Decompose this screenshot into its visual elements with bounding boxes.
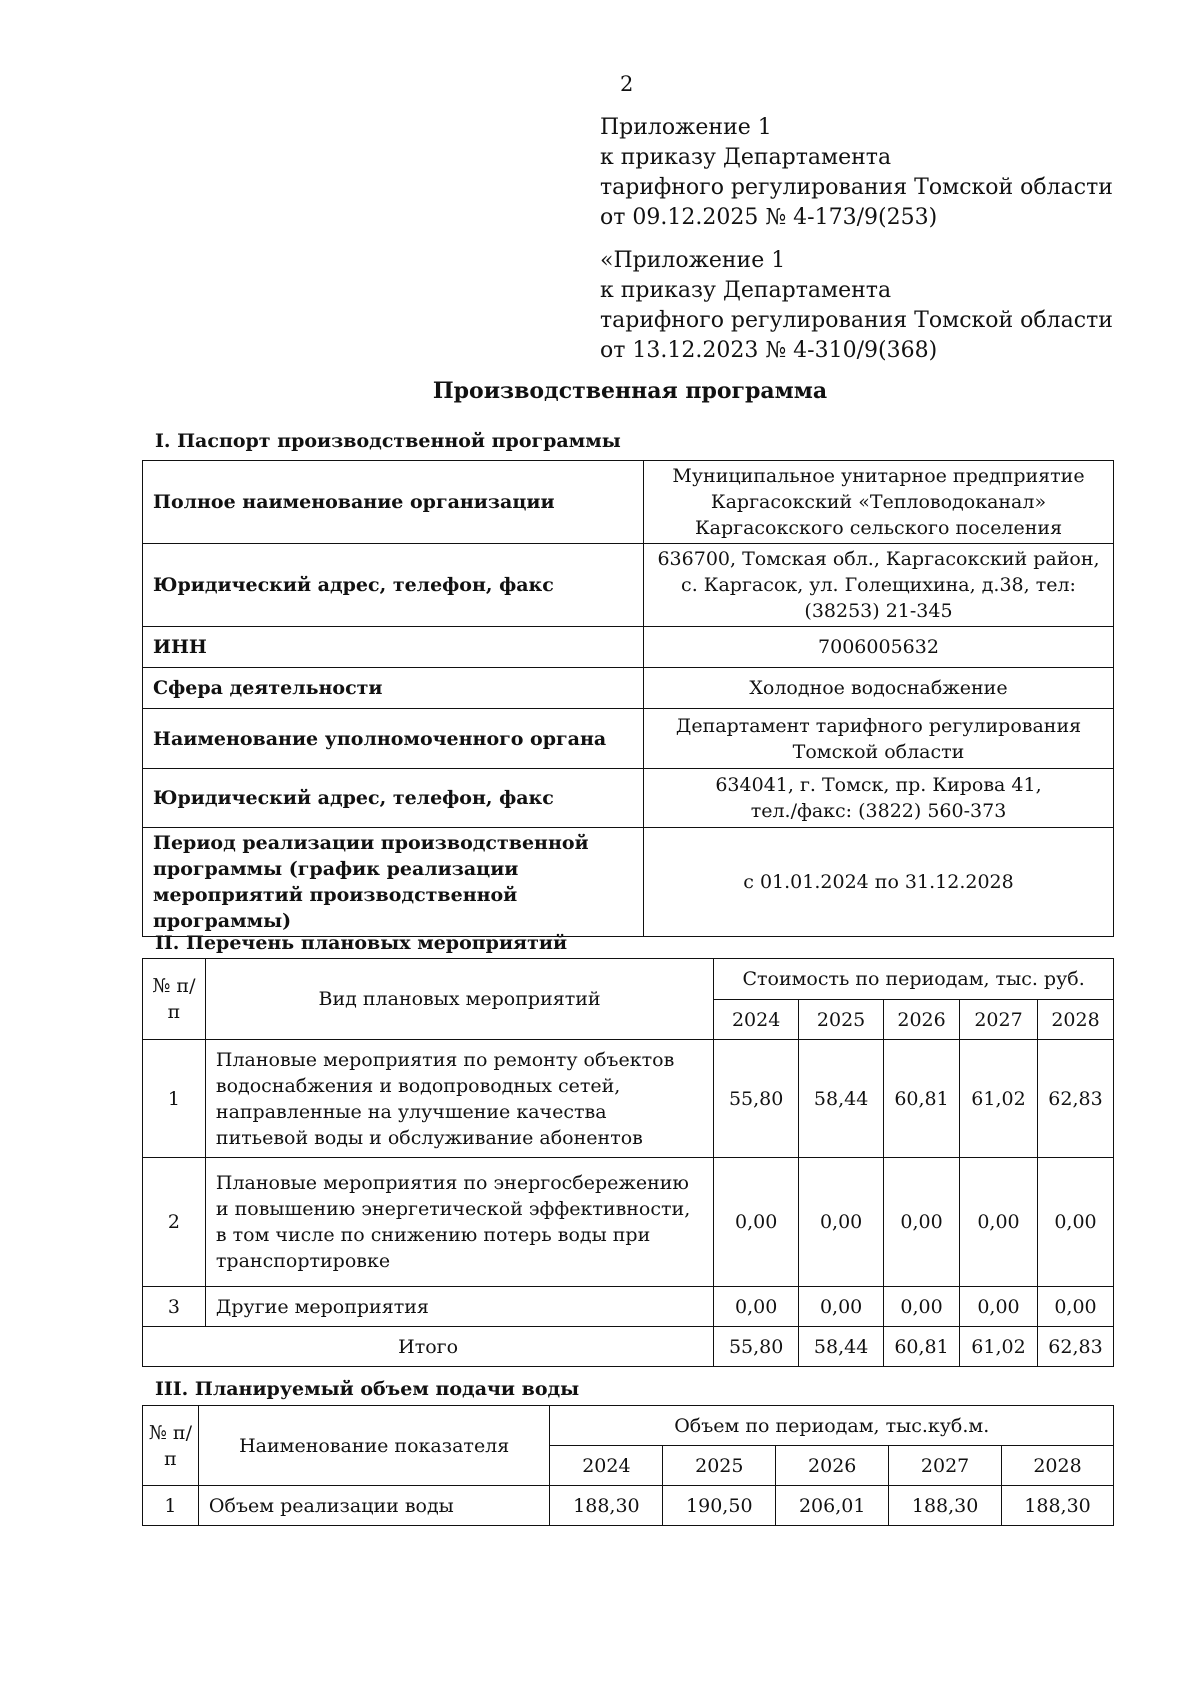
col-header-name: Вид плановых мероприятий — [205, 959, 713, 1040]
table-row — [143, 1040, 1114, 1158]
cell-value: 0,00 — [1037, 1287, 1113, 1327]
cell-value: 58,44 — [799, 1327, 884, 1367]
year-header: 2027 — [889, 1446, 1002, 1486]
value-line: 636700, Томская обл., Каргасокский район, — [657, 548, 1100, 570]
row-num: 1 — [143, 1040, 206, 1158]
year-header: 2026 — [884, 1000, 960, 1040]
appendix-line: от 13.12.2023 № 4-310/9(368) — [600, 338, 938, 363]
row-value — [644, 668, 1114, 709]
year-header: 2025 — [663, 1446, 776, 1486]
col-header-volume: Объем по периодам, тыс.куб.м. — [550, 1406, 1114, 1446]
table-row — [143, 828, 1114, 937]
cell-value: 61,02 — [960, 1327, 1038, 1367]
cell-value: 0,00 — [960, 1287, 1038, 1327]
cell-value: 62,83 — [1037, 1327, 1113, 1367]
value-line: Холодное водоснабжение — [749, 677, 1008, 699]
value-line: Томской области — [792, 740, 965, 763]
value-line: Каргасокского сельского поселения — [694, 517, 1063, 539]
value-line: Департамент тарифного регулирования — [675, 714, 1082, 737]
cell-value: 0,00 — [960, 1158, 1038, 1287]
col-header-num: № п/п — [143, 959, 206, 1040]
header-row — [143, 1406, 1114, 1446]
row-label: Юридический адрес, телефон, факс — [143, 769, 644, 828]
appendix-header-old — [600, 246, 1113, 366]
row-label: Полное наименование организации — [143, 461, 644, 544]
year-header: 2026 — [776, 1446, 889, 1486]
table-row — [143, 709, 1114, 769]
row-value — [644, 461, 1114, 544]
value-line: Каргасокский «Тепловодоканал» — [710, 491, 1047, 513]
cell-value: 0,00 — [884, 1158, 960, 1287]
header-row — [143, 959, 1114, 1000]
value-line: 634041, г. Томск, пр. Кирова 41, — [715, 774, 1042, 796]
passport-table — [142, 460, 1114, 937]
cell-value: 58,44 — [799, 1040, 884, 1158]
col-header-cost: Стоимость по периодам, тыс. руб. — [714, 959, 1114, 1000]
table-row — [143, 1287, 1114, 1327]
cell-value: 188,30 — [550, 1486, 663, 1526]
table-row — [143, 1158, 1114, 1287]
table-row — [143, 668, 1114, 709]
row-num: 3 — [143, 1287, 206, 1327]
row-label: ИНН — [143, 627, 644, 668]
table-row — [143, 461, 1114, 544]
total-row — [143, 1327, 1114, 1367]
document-title: Производственная программа — [432, 378, 828, 404]
row-name: Объем реализации воды — [198, 1486, 550, 1526]
cell-value: 0,00 — [714, 1287, 799, 1327]
row-name: Плановые мероприятия по энергосбережению и повышению энергетической эффективности, в том числе по снижению потерь воды при транспортировке — [205, 1158, 713, 1287]
row-value — [644, 627, 1114, 668]
cell-value: 62,83 — [1037, 1040, 1113, 1158]
section-3-title: III. Планируемый объем подачи воды — [155, 1378, 580, 1400]
row-name: Другие мероприятия — [205, 1287, 713, 1327]
section-2-title: II. Перечень плановых мероприятий — [155, 932, 568, 954]
cell-value: 188,30 — [889, 1486, 1002, 1526]
cell-value: 0,00 — [799, 1158, 884, 1287]
table-row — [143, 1486, 1114, 1526]
page-number: 2 — [620, 72, 634, 96]
appendix-line: тарифного регулирования Томской области — [600, 308, 1113, 333]
year-header: 2025 — [799, 1000, 884, 1040]
cell-value: 55,80 — [714, 1040, 799, 1158]
row-value — [644, 544, 1114, 627]
row-value — [644, 828, 1114, 937]
table-row — [143, 544, 1114, 627]
row-value — [644, 709, 1114, 769]
value-line: (38253) 21-345 — [804, 600, 953, 622]
volume-table — [142, 1405, 1114, 1526]
year-header: 2027 — [960, 1000, 1038, 1040]
appendix-line: к приказу Департамента — [600, 145, 892, 170]
total-label: Итого — [143, 1327, 714, 1367]
col-header-num: № п/п — [143, 1406, 199, 1486]
cell-value: 0,00 — [714, 1158, 799, 1287]
table-row — [143, 769, 1114, 828]
appendix-line: тарифного регулирования Томской области — [600, 175, 1113, 200]
row-label: Период реализации производственной программы (график реализации мероприятий производственной программы) — [143, 828, 644, 937]
cell-value: 188,30 — [1002, 1486, 1114, 1526]
measures-table — [142, 958, 1114, 1367]
year-header: 2028 — [1037, 1000, 1113, 1040]
appendix-header-new — [600, 113, 1113, 233]
appendix-line: «Приложение 1 — [600, 248, 786, 273]
value-line: с 01.01.2024 по 31.12.2028 — [743, 871, 1014, 893]
year-header: 2024 — [550, 1446, 663, 1486]
appendix-line: к приказу Департамента — [600, 278, 892, 303]
row-label: Наименование уполномоченного органа — [143, 709, 644, 769]
value-line: тел./факс: (3822) 560-373 — [750, 800, 1007, 822]
cell-value: 60,81 — [884, 1040, 960, 1158]
year-header: 2028 — [1002, 1446, 1114, 1486]
row-label: Сфера деятельности — [143, 668, 644, 709]
row-num: 2 — [143, 1158, 206, 1287]
cell-value: 0,00 — [1037, 1158, 1113, 1287]
row-label: Юридический адрес, телефон, факс — [143, 544, 644, 627]
appendix-line: Приложение 1 — [600, 115, 772, 140]
value-line: с. Каргасок, ул. Голещихина, д.38, тел: — [681, 574, 1076, 596]
appendix-line: от 09.12.2025 № 4-173/9(253) — [600, 205, 938, 230]
cell-value: 190,50 — [663, 1486, 776, 1526]
value-line: 7006005632 — [818, 636, 939, 658]
row-name: Плановые мероприятия по ремонту объектов водоснабжения и водопроводных сетей, направленные на улучшение качества питьевой воды и обслуживание абонентов — [205, 1040, 713, 1158]
cell-value: 0,00 — [884, 1287, 960, 1327]
row-num: 1 — [143, 1486, 199, 1526]
table-row — [143, 627, 1114, 668]
col-header-name: Наименование показателя — [198, 1406, 550, 1486]
cell-value: 0,00 — [799, 1287, 884, 1327]
cell-value: 206,01 — [776, 1486, 889, 1526]
cell-value: 61,02 — [960, 1040, 1038, 1158]
year-header: 2024 — [714, 1000, 799, 1040]
cell-value: 60,81 — [884, 1327, 960, 1367]
row-value — [644, 769, 1114, 828]
section-1-title: I. Паспорт производственной программы — [155, 430, 621, 452]
cell-value: 55,80 — [714, 1327, 799, 1367]
value-line: Муниципальное унитарное предприятие — [672, 465, 1085, 487]
